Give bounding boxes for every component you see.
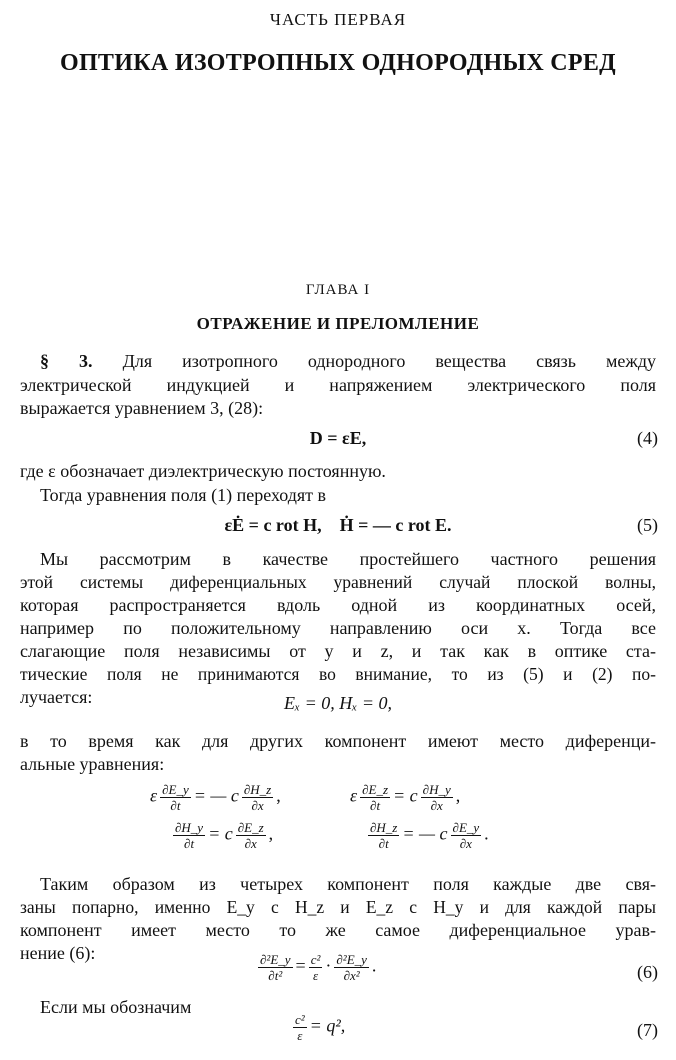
- paragraph-line: в то время как для других компонент имеют место диференци-: [20, 731, 656, 751]
- section-number: § 3.: [40, 351, 93, 371]
- equation-6: $\frac{\text{∂²E\_y}}{\text{∂t²}}$ = $\frac{\text{c²}}{\varepsilon}$ · $\frac{\text{∂²E\_y}}{\text{∂x²}}$ .: [260, 952, 377, 983]
- equation-zero-components: Eₓ = 0, Hₓ = 0,: [283, 693, 393, 713]
- fraction: $\frac{\partial E\_y}{\partial t}$: [162, 782, 189, 813]
- paragraph-line: альные уравнения:: [20, 754, 165, 774]
- equation-system-row1-left: ε $\frac{\partial E\_y}{\partial t}$ = — c $\frac{\partial H\_z}{\partial x}$ ,: [150, 782, 281, 813]
- equation-system-row2-right: $\frac{\partial H\_z}{\partial t}$ = — c $\frac{\partial E\_y}{\partial x}$ .: [370, 820, 489, 851]
- paragraph-line: Тогда уравнения поля (1) переходят в: [40, 485, 327, 505]
- paragraph-line: нение (6):: [20, 943, 96, 963]
- paragraph-line: которая распространяется вдоль одной из координатных осей,: [20, 595, 656, 615]
- fraction: $\frac{\partial E\_z}{\partial t}$: [362, 782, 389, 813]
- equation-7: $\frac{\text{c²}}{\varepsilon}$ = q²,: [295, 1012, 346, 1043]
- paragraph-line: где ε обозначает диэлектрическую постоянную.: [20, 461, 386, 481]
- paragraph-line: Если мы обозначим: [40, 997, 192, 1017]
- fraction: $\frac{\text{c²}}{\varepsilon}$: [310, 952, 321, 983]
- fraction: $\frac{\partial E\_y}{\partial x}$: [452, 820, 480, 851]
- paragraph-line: Мы рассмотрим в качестве простейшего частного решения: [40, 549, 656, 569]
- paragraph-line: компонент имеет место то же самое диференциальное урав-: [20, 920, 656, 940]
- chapter-label: ГЛАВА I: [305, 282, 371, 298]
- paragraph-line: тические поля не принимаются во внимание, то из (5) и (2) по-: [20, 664, 656, 684]
- paragraph-line: заны попарно, именно E_y с H_z и E_z с H_y и для каждой пары: [20, 897, 656, 917]
- paragraph-line: этой системы диференциальных уравнений случай плоской волны,: [20, 572, 656, 592]
- equation-system-row1-right: ε $\frac{\partial E\_z}{\partial t}$ = c $\frac{\partial H\_y}{\partial x}$ ,: [350, 782, 461, 813]
- fraction: $\frac{\text{∂²E\_y}}{\text{∂x²}}$: [336, 952, 367, 983]
- equation-5: [0, 515, 676, 536]
- equation-4: D = εE,: [309, 428, 367, 448]
- equation-system-row2-left: $\frac{\partial H\_y}{\partial t}$ = c $\frac{\partial E\_z}{\partial x}$ ,: [175, 820, 274, 851]
- fraction: $\frac{\partial H\_z}{\partial x}$: [243, 782, 272, 813]
- chapter-title: ОТРАЖЕНИЕ И ПРЕЛОМЛЕНИЕ: [196, 314, 480, 333]
- equation-number: (7): [637, 1020, 658, 1040]
- paragraph-line: например по положительному направлению оси x. Тогда все: [20, 618, 656, 638]
- fraction: $\frac{\partial H\_y}{\partial x}$: [422, 782, 451, 813]
- fraction: $\frac{\partial H\_z}{\partial t}$: [370, 820, 398, 851]
- paragraph-line: выражается уравнением 3, (28):: [20, 398, 264, 418]
- part-label: ЧАСТЬ ПЕРВАЯ: [269, 10, 407, 29]
- paragraph-line: лучается:: [20, 687, 93, 707]
- equation-number: (4): [637, 428, 658, 448]
- paragraph-text: Для изотропного однородного вещества связь между: [122, 351, 657, 371]
- equation-5-left: εĖ = c rot H,: [224, 515, 322, 535]
- paragraph-line: [40, 350, 656, 372]
- fraction: $\frac{\partial H\_y}{\partial t}$: [175, 820, 204, 851]
- fraction: $\frac{\text{c²}}{\varepsilon}$: [295, 1012, 305, 1043]
- equation-5-right: Ḣ = — c rot E.: [339, 515, 452, 535]
- equation-number: (5): [637, 515, 658, 535]
- paragraph-line: Таким образом из четырех компонент поля каждые две свя-: [40, 874, 656, 894]
- part-title: ОПТИКА ИЗОТРОПНЫХ ОДНОРОДНЫХ СРЕД: [60, 50, 616, 76]
- fraction: $\frac{\partial E\_z}{\partial x}$: [237, 820, 264, 851]
- fraction: $\frac{\text{∂²E\_y}}{\text{∂t²}}$: [260, 952, 291, 983]
- paragraph-line: слагающие поля независимы от y и z, и так как в оптике ста-: [20, 641, 656, 661]
- paragraph-line: электрической индукцией и напряжением электрического поля: [20, 375, 656, 395]
- equation-number: (6): [637, 962, 658, 982]
